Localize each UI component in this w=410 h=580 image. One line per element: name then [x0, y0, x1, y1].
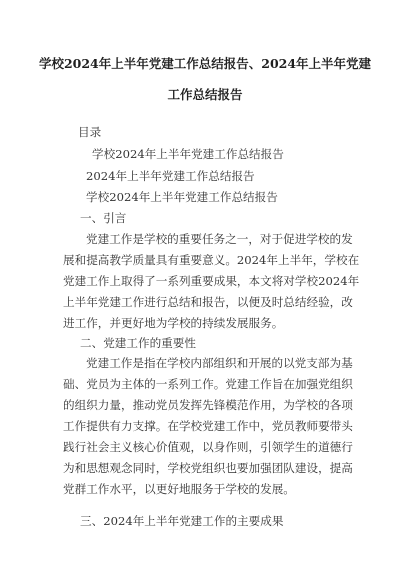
title-line-1: 学校2024年上半年党建工作总结报告、2024年上半年党建	[38, 56, 372, 71]
toc-item-1: 学校2024年上半年党建工作总结报告	[92, 147, 284, 161]
section-3-heading: 三、2024年上半年党建工作的主要成果	[80, 514, 284, 528]
toc-item-3: 学校2024年上半年党建工作总结报告	[86, 190, 278, 204]
paragraph-line: 为和思想观念同时，学校党组织也要加强团队建设，提高	[63, 461, 353, 475]
paragraph-line: 上半年党建工作进行总结和报告，以便及时总结经验，改	[63, 295, 353, 309]
title-line-2: 工作总结报告	[167, 87, 243, 102]
section-1-paragraph	[63, 229, 363, 334]
paragraph-line: 础、党员为主体的一系列工作。党建工作旨在加强党组织	[63, 377, 353, 391]
toc-heading: 目录	[78, 125, 102, 139]
section-1-heading: 一、引言	[80, 211, 127, 225]
section-2-paragraph	[63, 353, 363, 500]
paragraph-line: 党建工作是指在学校内部组织和开展的以党支部为基	[86, 356, 353, 370]
paragraph-line: 展和提高教学质量具有重要意义。2024年上半年，学校在	[63, 253, 360, 267]
paragraph-line: 践行社会主义核心价值观，以身作则，引领学生的道德行	[63, 440, 353, 454]
paragraph-line: 的组织力量，推动党员发挥先锋模范作用，为学校的各项	[63, 398, 353, 412]
paragraph-line: 党建工作上取得了一系列重要成果，本文将对学校2024年	[63, 274, 360, 288]
paragraph-line: 工作提供有力支撑。在学校党建工作中，党员教师要带头	[63, 419, 353, 433]
section-2-heading: 二、党建工作的重要性	[80, 336, 196, 350]
toc-item-2: 2024年上半年党建工作总结报告	[86, 169, 255, 183]
paragraph-line: 党群工作水平，以更好地服务于学校的发展。	[63, 482, 295, 496]
document-title	[30, 48, 380, 110]
paragraph-line: 进工作，并更好地为学校的持续发展服务。	[63, 316, 284, 330]
paragraph-line: 党建工作是学校的重要任务之一，对于促进学校的发	[86, 232, 353, 246]
